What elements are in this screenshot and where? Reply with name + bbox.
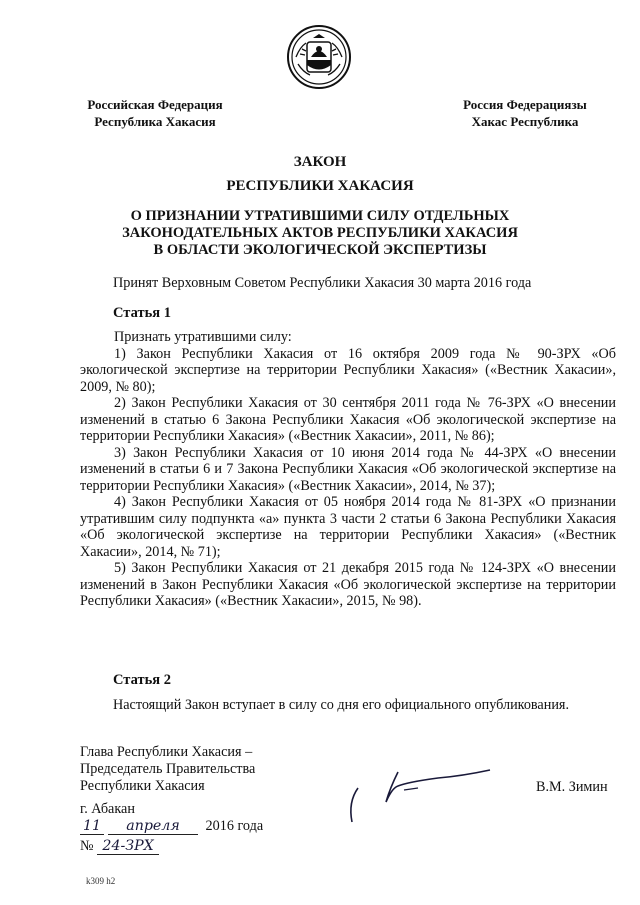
law-subject-line1: О ПРИЗНАНИИ УТРАТИВШИМИ СИЛУ ОТДЕЛЬНЫХ xyxy=(130,208,510,224)
header-right xyxy=(440,96,610,130)
coat-of-arms-emblem xyxy=(286,24,352,90)
law-title xyxy=(0,150,640,198)
signing-date-day: 11 xyxy=(80,818,104,835)
article1-item-1: 1) Закон Республики Хакасия от 16 октября 2009 года № 90-ЗРХ «Об экологической экспертизе на территории Республики Хакасия» («Вестник Хакасии», 2009, № 80); xyxy=(80,345,616,395)
signing-date-year: 2016 года xyxy=(205,818,264,834)
place-of-signing: г. Абакан xyxy=(80,801,135,817)
article1-intro: Признать утратившими силу: xyxy=(114,329,292,345)
law-subject-line3: В ОБЛАСТИ ЭКОЛОГИЧЕСКОЙ ЭКСПЕРТИЗЫ xyxy=(153,242,487,258)
article2-text: Настоящий Закон вступает в силу со дня его официального опубликования. xyxy=(113,697,569,713)
header-left xyxy=(70,96,240,130)
signatory-title-line1: Глава Республики Хакасия – xyxy=(80,744,253,760)
article1-body xyxy=(80,329,616,610)
header-right-line1: Россия Федерациязы xyxy=(463,97,587,112)
article2-heading: Статья 2 xyxy=(113,672,171,688)
law-title-line2: РЕСПУБЛИКИ ХАКАСИЯ xyxy=(226,178,414,194)
signing-date xyxy=(80,818,263,835)
law-number-value: 24-ЗРХ xyxy=(97,838,159,855)
adopted-statement: Принят Верховным Советом Республики Хакасия 30 марта 2016 года xyxy=(113,275,532,291)
article1-item-3: 3) Закон Республики Хакасия от 10 июня 2014 года № 44-ЗРХ «О внесении изменений в статьи 6 и 7 Закона Республики Хакасия «Об экологической экспертизе на территории Республики Хакасия» («Вестник Хакасии», 2014, № 37); xyxy=(80,444,616,494)
footer-code: k309 h2 xyxy=(86,876,116,886)
article1-item-5: 5) Закон Республики Хакасия от 21 декабря 2015 года № 124-ЗРХ «О внесении изменений в Закон Республики Хакасия «Об экологической экспертизе на территории Республики Хакасия» («Вестник Хакасии», 2015, № 98). xyxy=(80,560,616,609)
header-left-line1: Российская Федерация xyxy=(87,97,223,112)
law-subject xyxy=(0,208,640,259)
law-subject-line2: ЗАКОНОДАТЕЛЬНЫХ АКТОВ РЕСПУБЛИКИ ХАКАСИЯ xyxy=(122,225,518,241)
law-number-prefix: № xyxy=(80,838,94,854)
signing-date-month: апреля xyxy=(108,818,198,835)
signatory-title-line2: Председатель Правительства xyxy=(80,761,256,777)
header-right-line2: Хакас Республика xyxy=(471,114,579,129)
handwritten-signature xyxy=(340,760,520,830)
header-left-line2: Республика Хакасия xyxy=(94,114,216,129)
signatory-title xyxy=(80,744,255,795)
law-number xyxy=(80,838,159,855)
article1-heading: Статья 1 xyxy=(113,305,171,321)
signatory-name: В.М. Зимин xyxy=(536,779,608,795)
article1-item-2: 2) Закон Республики Хакасия от 30 сентября 2011 года № 76-ЗРХ «О внесении изменений в статью 6 Закона Республики Хакасия «Об экологической экспертизе на территории Республики Хакасия» («Вестник Хакасии», 2011, № 86); xyxy=(80,395,616,444)
article1-item-4: 4) Закон Республики Хакасия от 05 ноября 2014 года № 81-ЗРХ «О признании утратившим силу подпункта «а» пункта 3 части 2 статьи 6 Закона Республики Хакасия «Об экологической экспертизе на территории Республики Хакасия» («Вестник Хакасии», 2014, № 71); xyxy=(80,494,616,560)
law-title-line1: ЗАКОН xyxy=(293,154,347,170)
signatory-title-line3: Республики Хакасия xyxy=(80,778,205,794)
